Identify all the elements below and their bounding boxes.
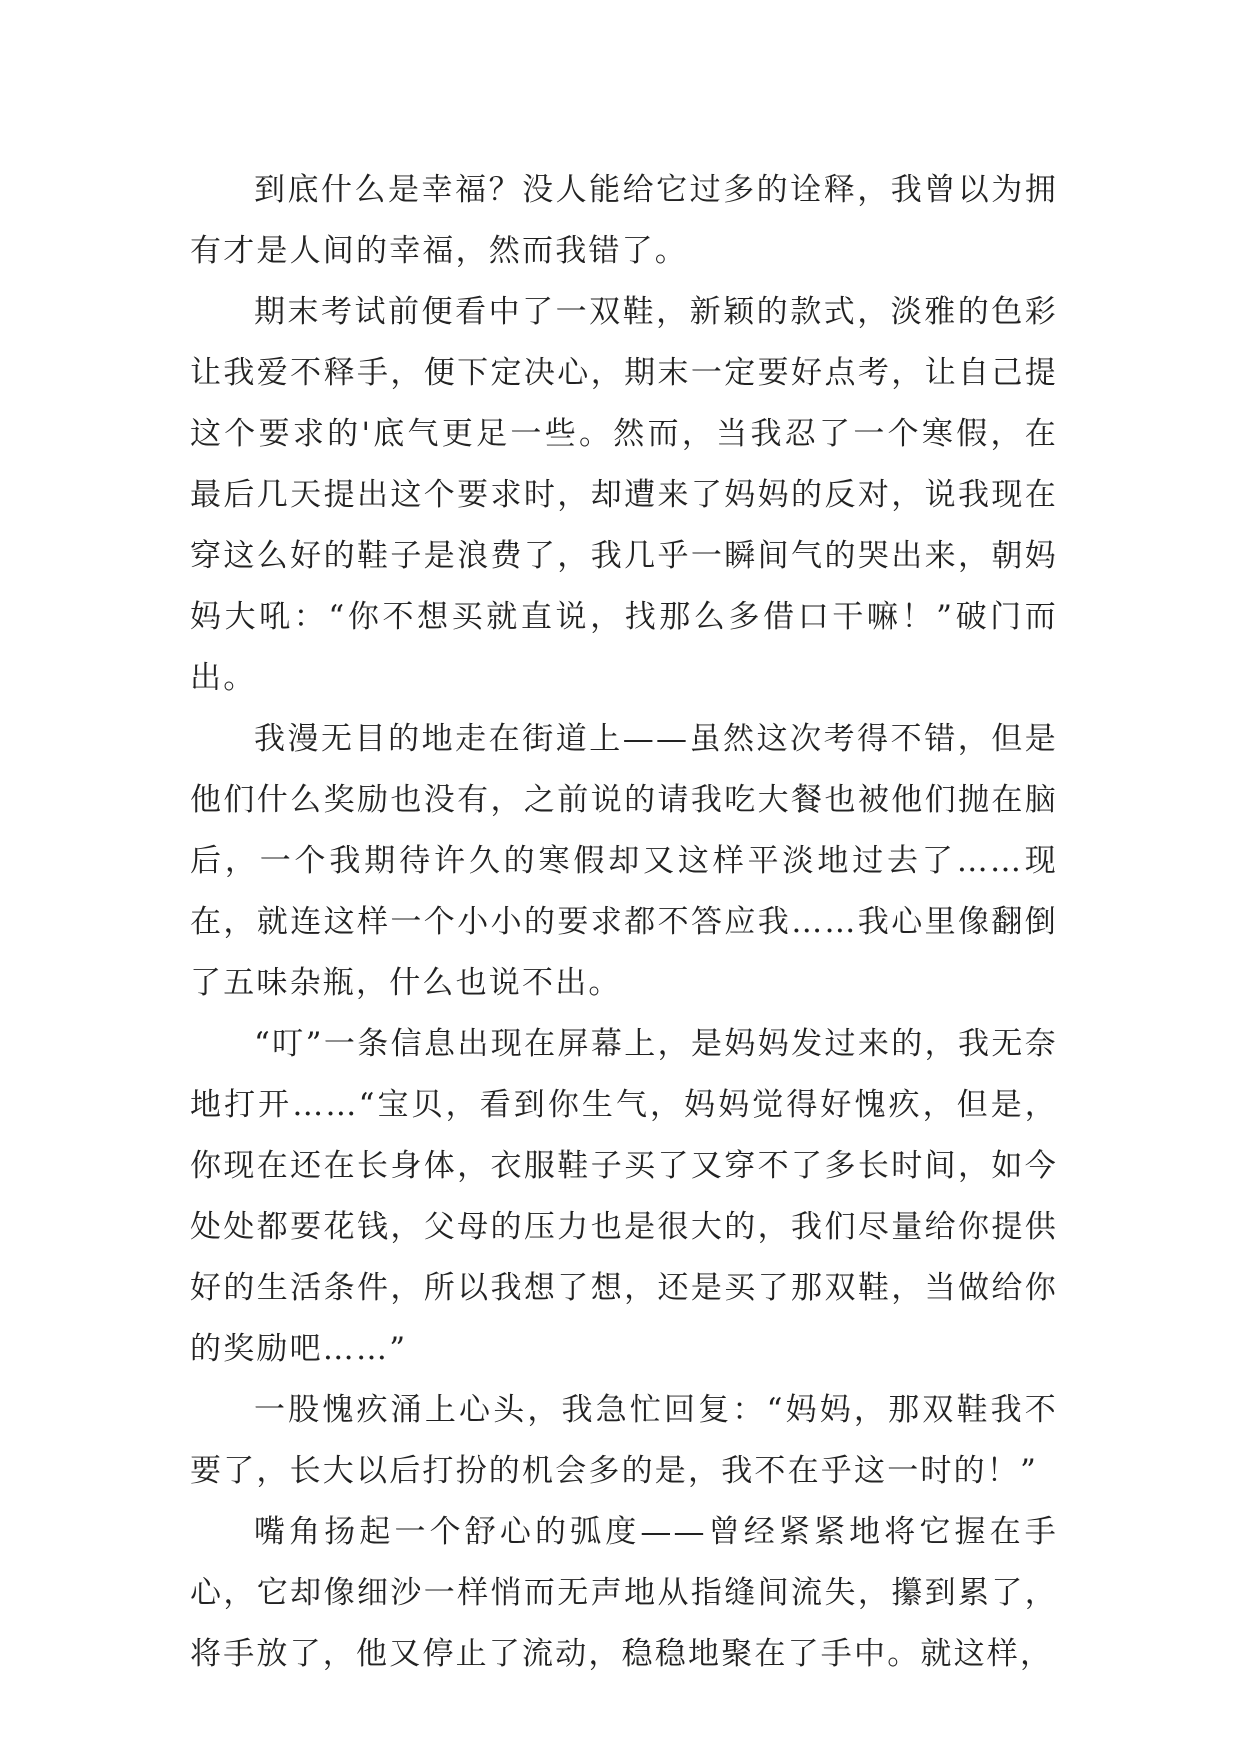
paragraph: 到底什么是幸福？没人能给它过多的诠释，我曾以为拥有才是人间的幸福，然而我错了。 xyxy=(190,172,1058,269)
document-body xyxy=(190,160,1058,1685)
paragraph: 我漫无目的地走在街道上——虽然这次考得不错，但是他们什么奖励也没有，之前说的请我吃大餐也被他们抛在脑后，一个我期待许久的寒假却又这样平淡地过去了……现在，就连这样一个小小的要求都不答应我……我心里像翻倒了五味杂瓶，什么也说不出。 xyxy=(190,721,1058,1001)
paragraph: 期末考试前便看中了一双鞋，新颖的款式，淡雅的色彩让我爱不释手，便下定决心，期末一定要好点考，让自己提这个要求的'底气更足一些。然而，当我忍了一个寒假，在最后几天提出这个要求时，却遭来了妈妈的反对，说我现在穿这么好的鞋子是浪费了，我几乎一瞬间气的哭出来，朝妈妈大吼：“你不想买就直说，找那么多借口干嘛！”破门而出。 xyxy=(190,294,1058,696)
paragraph: “叮”一条信息出现在屏幕上，是妈妈发过来的，我无奈地打开……“宝贝，看到你生气，妈妈觉得好愧疚，但是，你现在还在长身体，衣服鞋子买了又穿不了多长时间，如今处处都要花钱，父母的压力也是很大的，我们尽量给你提供好的生活条件，所以我想了想，还是买了那双鞋，当做给你的奖励吧……” xyxy=(190,1026,1058,1367)
paragraph: 嘴角扬起一个舒心的弧度——曾经紧紧地将它握在手心，它却像细沙一样悄而无声地从指缝间流失，攥到累了，将手放了，他又停止了流动，稳稳地聚在了手中。就这样， xyxy=(190,1514,1058,1672)
paragraph: 一股愧疚涌上心头，我急忙回复：“妈妈，那双鞋我不要了，长大以后打扮的机会多的是，我不在乎这一时的！” xyxy=(190,1392,1058,1489)
